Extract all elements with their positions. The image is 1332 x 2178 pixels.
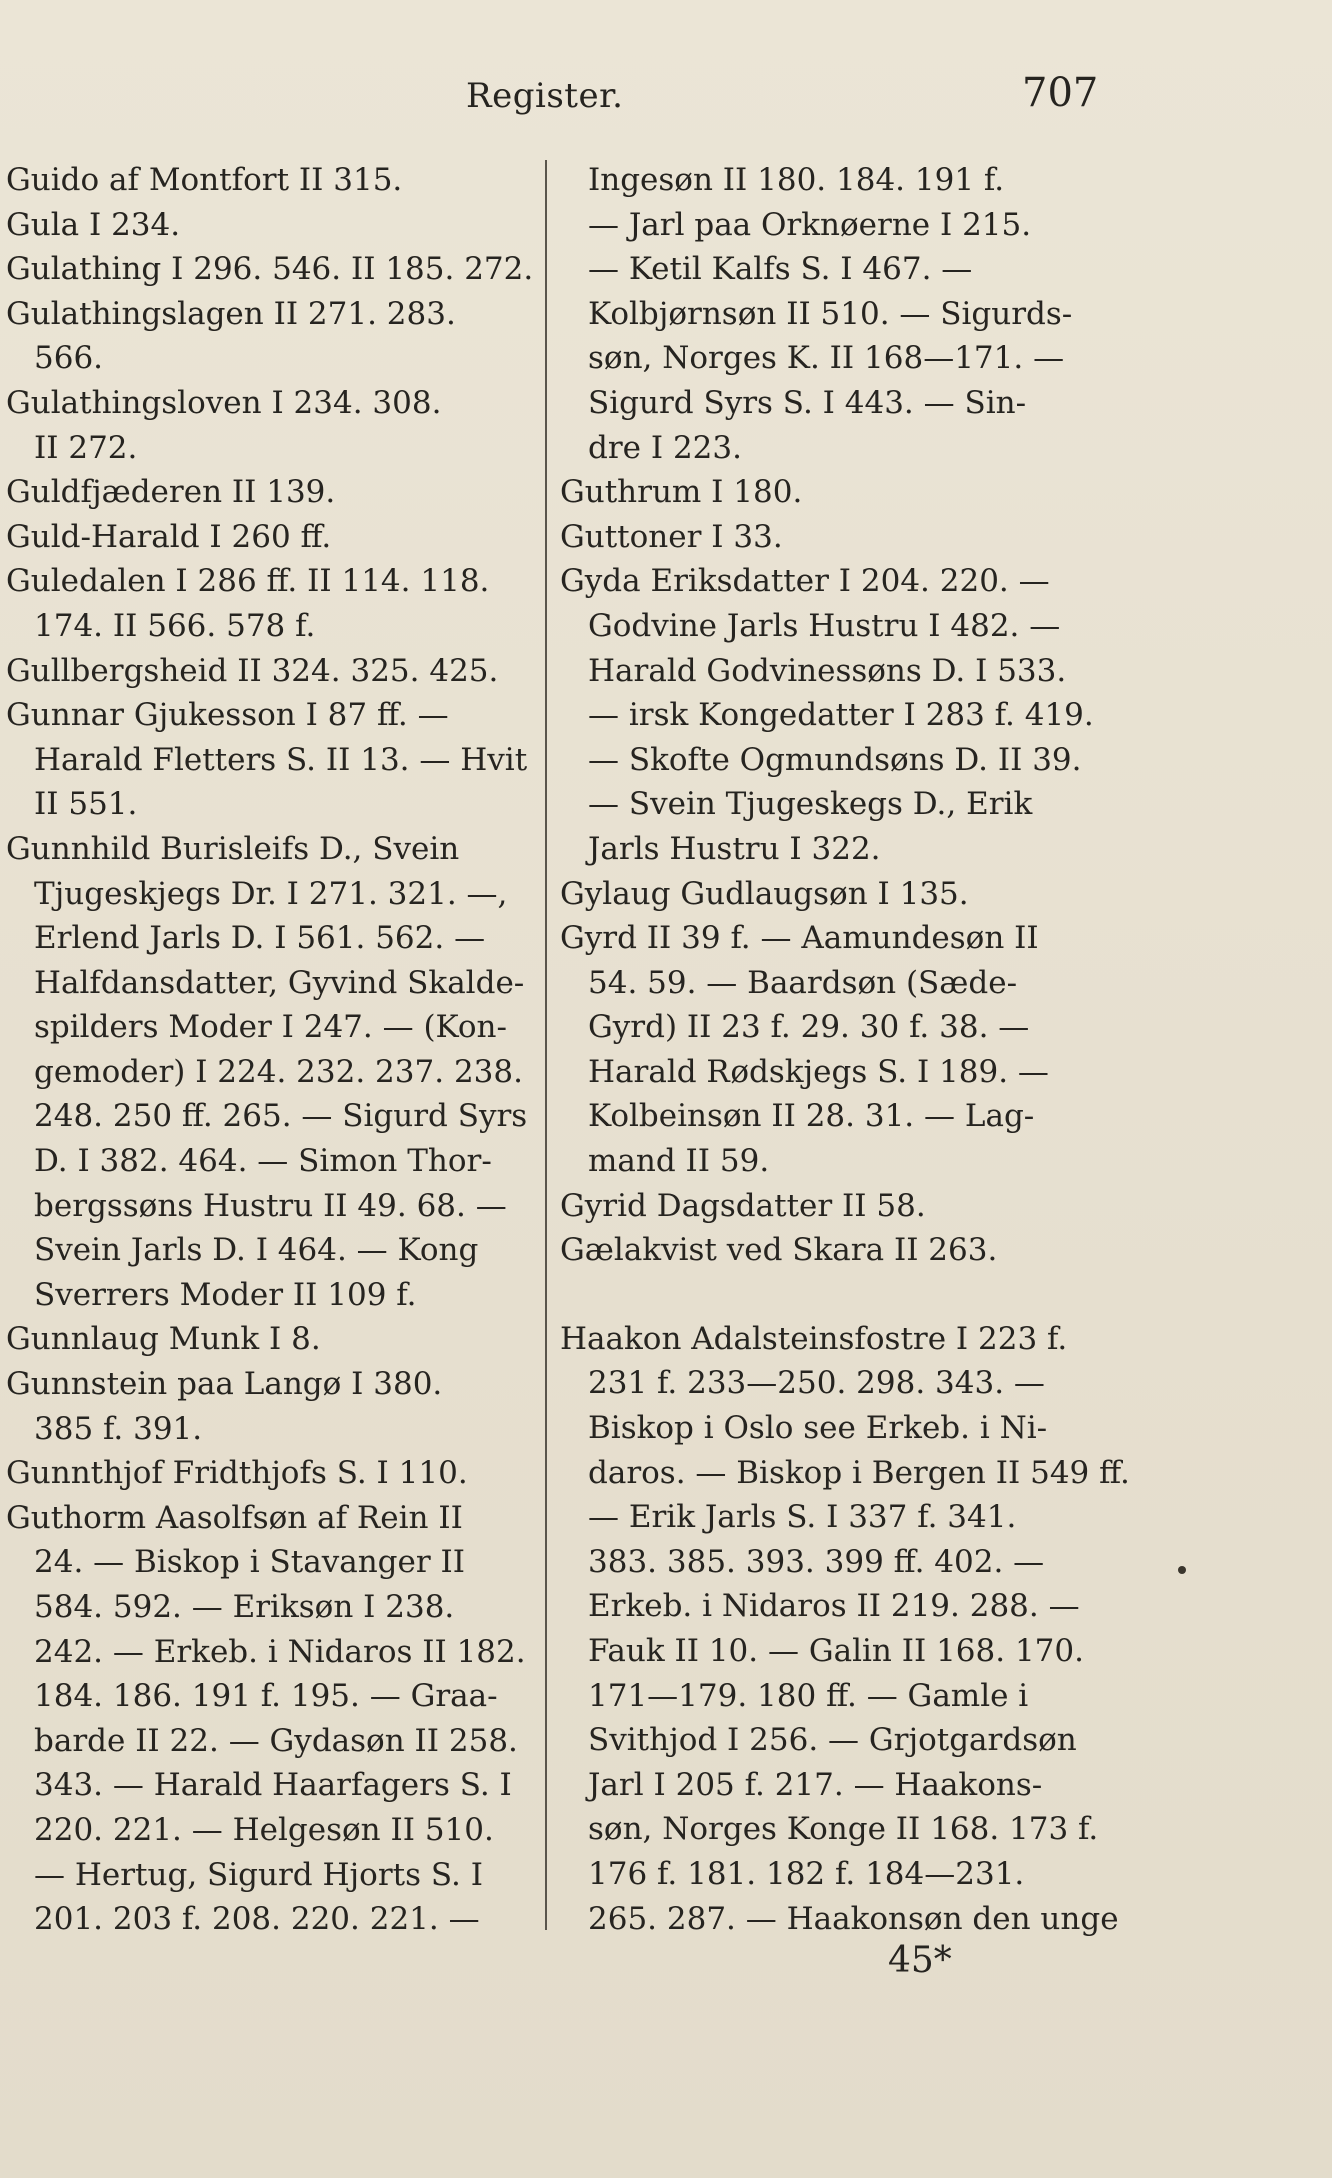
- index-entry-continuation: 24. — Biskop i Stavanger II: [34, 1544, 466, 1581]
- index-entry-continuation: 242. — Erkeb. i Nidaros II 182.: [34, 1633, 526, 1670]
- index-column-right: [560, 158, 1130, 1941]
- index-entry-continuation: — Skofte Ogmundsøns D. II 39.: [588, 741, 1082, 778]
- index-entry-continuation: Harald Rødskjegs S. I 189. —: [588, 1053, 1049, 1090]
- index-entry-continuation: 383. 385. 393. 399 ff. 402. —: [588, 1543, 1045, 1580]
- index-entry-continuation: 584. 592. — Eriksøn I 238.: [34, 1589, 455, 1625]
- index-entry-continuation: II 272.: [34, 429, 138, 466]
- index-entry-continuation: 201. 203 f. 208. 220. 221. —: [34, 1901, 480, 1938]
- index-entry-continuation: 248. 250 ff. 265. — Sigurd Syrs: [34, 1098, 528, 1135]
- index-entry-continuation: gemoder) I 224. 232. 237. 238.: [34, 1053, 523, 1090]
- index-entry: Gulathing I 296. 546. II 185. 272.: [6, 251, 534, 288]
- index-entry-continuation: Harald Godvinessøns D. I 533.: [588, 652, 1067, 689]
- index-entry: Guldfjæderen II 139.: [6, 474, 336, 511]
- index-entry-continuation: Jarl I 205 f. 217. — Haakons-: [588, 1766, 1043, 1803]
- index-entry: Gunnthjof Fridthjofs S. I 110.: [6, 1455, 468, 1492]
- index-entry-continuation: Biskop i Oslo see Erkeb. i Ni-: [588, 1410, 1048, 1447]
- page-number: 707: [1022, 70, 1099, 116]
- index-entry: Gulathingsloven I 234. 308.: [6, 384, 442, 421]
- index-entry-continuation: D. I 382. 464. — Simon Thor-: [34, 1143, 492, 1180]
- index-entry: Gælakvist ved Skara II 263.: [560, 1232, 998, 1269]
- index-entry-continuation: daros. — Biskop i Bergen II 549 ff.: [588, 1454, 1130, 1491]
- index-entry-continuation: — Jarl paa Orknøerne I 215.: [588, 206, 1032, 243]
- index-entry-continuation: — Hertug, Sigurd Hjorts S. I: [34, 1856, 483, 1893]
- index-entry-continuation: — irsk Kongedatter I 283 f. 419.: [588, 697, 1094, 734]
- column-divider: [545, 160, 547, 1930]
- index-entry-continuation: Svithjod I 256. — Grjotgardsøn: [588, 1722, 1077, 1759]
- index-entry-continuation: barde II 22. — Gydasøn II 258.: [34, 1722, 518, 1759]
- index-entry-continuation: spilders Moder I 247. — (Kon-: [34, 1009, 507, 1046]
- index-entry: Guthorm Aasolfsøn af Rein II: [6, 1499, 463, 1536]
- index-entry: Gylaug Gudlaugsøn I 135.: [560, 875, 969, 912]
- index-entry-continuation: 385 f. 391.: [34, 1410, 203, 1447]
- index-entry-continuation: mand II 59.: [588, 1143, 770, 1180]
- index-entry-continuation: Halfdansdatter, Gyvind Skalde-: [34, 964, 525, 1001]
- index-entry: Gunnlaug Munk I 8.: [6, 1321, 321, 1358]
- index-entry-continuation: 566.: [34, 340, 104, 377]
- index-entry-continuation: 265. 287. — Haakonsøn den unge: [588, 1900, 1119, 1937]
- index-entry: Gunnstein paa Langø I 380.: [6, 1366, 443, 1403]
- index-entry: Guledalen I 286 ff. II 114. 118.: [6, 563, 490, 600]
- index-entry-continuation: Erlend Jarls D. I 561. 562. —: [34, 920, 486, 957]
- index-entry-continuation: Godvine Jarls Hustru I 482. —: [588, 607, 1061, 644]
- index-entry: Guld-Harald I 260 ff.: [6, 518, 332, 555]
- index-entry-continuation: 174. II 566. 578 f.: [34, 607, 316, 644]
- index-entry: Gyrd II 39 f. — Aamundesøn II: [560, 920, 1039, 957]
- index-entry: Guthrum I 180.: [560, 474, 803, 511]
- index-entry-continuation: 176 f. 181. 182 f. 184—231.: [588, 1855, 1025, 1892]
- index-entry-continuation: II 551.: [34, 786, 138, 823]
- index-entry-continuation: Tjugeskjegs Dr. I 271. 321. —,: [34, 875, 508, 912]
- index-entry: Guido af Montfort II 315.: [6, 162, 403, 198]
- index-entry-continuation: 171—179. 180 ff. — Gamle i: [588, 1677, 1029, 1714]
- index-column-left: [6, 158, 546, 1942]
- index-entry-continuation: søn, Norges Konge II 168. 173 f.: [588, 1811, 1099, 1848]
- index-entry-continuation: 343. — Harald Haarfagers S. I: [34, 1767, 512, 1804]
- index-entry-continuation: Ingesøn II 180. 184. 191 f.: [588, 162, 1005, 198]
- signature-mark: 45*: [888, 1940, 952, 1981]
- index-entry: Haakon Adalsteinsfostre I 223 f.: [560, 1320, 1068, 1357]
- index-entry-continuation: — Svein Tjugeskegs D., Erik: [588, 786, 1033, 823]
- index-entry-continuation: dre I 223.: [588, 429, 742, 466]
- index-entry-continuation: 231 f. 233—250. 298. 343. —: [588, 1365, 1045, 1402]
- index-entry-continuation: Sigurd Syrs S. I 443. — Sin-: [588, 384, 1027, 421]
- index-entry-continuation: Erkeb. i Nidaros II 219. 288. —: [588, 1588, 1080, 1625]
- index-entry: Gullbergsheid II 324. 325. 425.: [6, 652, 499, 689]
- index-entry-continuation: Svein Jarls D. I 464. — Kong: [34, 1232, 479, 1269]
- index-entry: Gula I 234.: [6, 206, 181, 243]
- index-entry: Gyrid Dagsdatter II 58.: [560, 1187, 926, 1224]
- index-entry-continuation: søn, Norges K. II 168—171. —: [588, 340, 1065, 377]
- index-entry: Gunnhild Burisleifs D., Svein: [6, 830, 460, 867]
- section-gap: [560, 1273, 1120, 1317]
- index-entry-continuation: bergssøns Hustru II 49. 68. —: [34, 1187, 507, 1224]
- index-entry-continuation: — Ketil Kalfs S. I 467. —: [588, 251, 973, 288]
- index-entry-continuation: Sverrers Moder II 109 f.: [34, 1276, 417, 1313]
- index-entry-continuation: 54. 59. — Baardsøn (Sæde-: [588, 964, 1018, 1001]
- index-entry-continuation: Gyrd) II 23 f. 29. 30 f. 38. —: [588, 1009, 1030, 1046]
- index-entry: Guttoner I 33.: [560, 518, 783, 555]
- index-entry: Gunnar Gjukesson I 87 ff. —: [6, 697, 449, 734]
- index-entry-continuation: Harald Fletters S. II 13. — Hvit: [34, 741, 528, 778]
- running-title: Register.: [466, 76, 624, 116]
- index-entry-continuation: Kolbjørnsøn II 510. — Sigurds-: [588, 295, 1073, 332]
- index-entry-continuation: Fauk II 10. — Galin II 168. 170.: [588, 1633, 1084, 1669]
- page-header: [0, 68, 1332, 128]
- index-entry-continuation: 184. 186. 191 f. 195. — Graa-: [34, 1678, 498, 1715]
- ink-spot: [1178, 1566, 1186, 1574]
- index-entry-continuation: Kolbeinsøn II 28. 31. — Lag-: [588, 1098, 1035, 1135]
- index-entry: Gulathingslagen II 271. 283.: [6, 295, 456, 332]
- index-entry-continuation: 220. 221. — Helgesøn II 510.: [34, 1811, 494, 1848]
- index-entry-continuation: — Erik Jarls S. I 337 f. 341.: [588, 1499, 1017, 1536]
- index-entry: Gyda Eriksdatter I 204. 220. —: [560, 563, 1050, 600]
- index-entry-continuation: Jarls Hustru I 322.: [588, 830, 881, 867]
